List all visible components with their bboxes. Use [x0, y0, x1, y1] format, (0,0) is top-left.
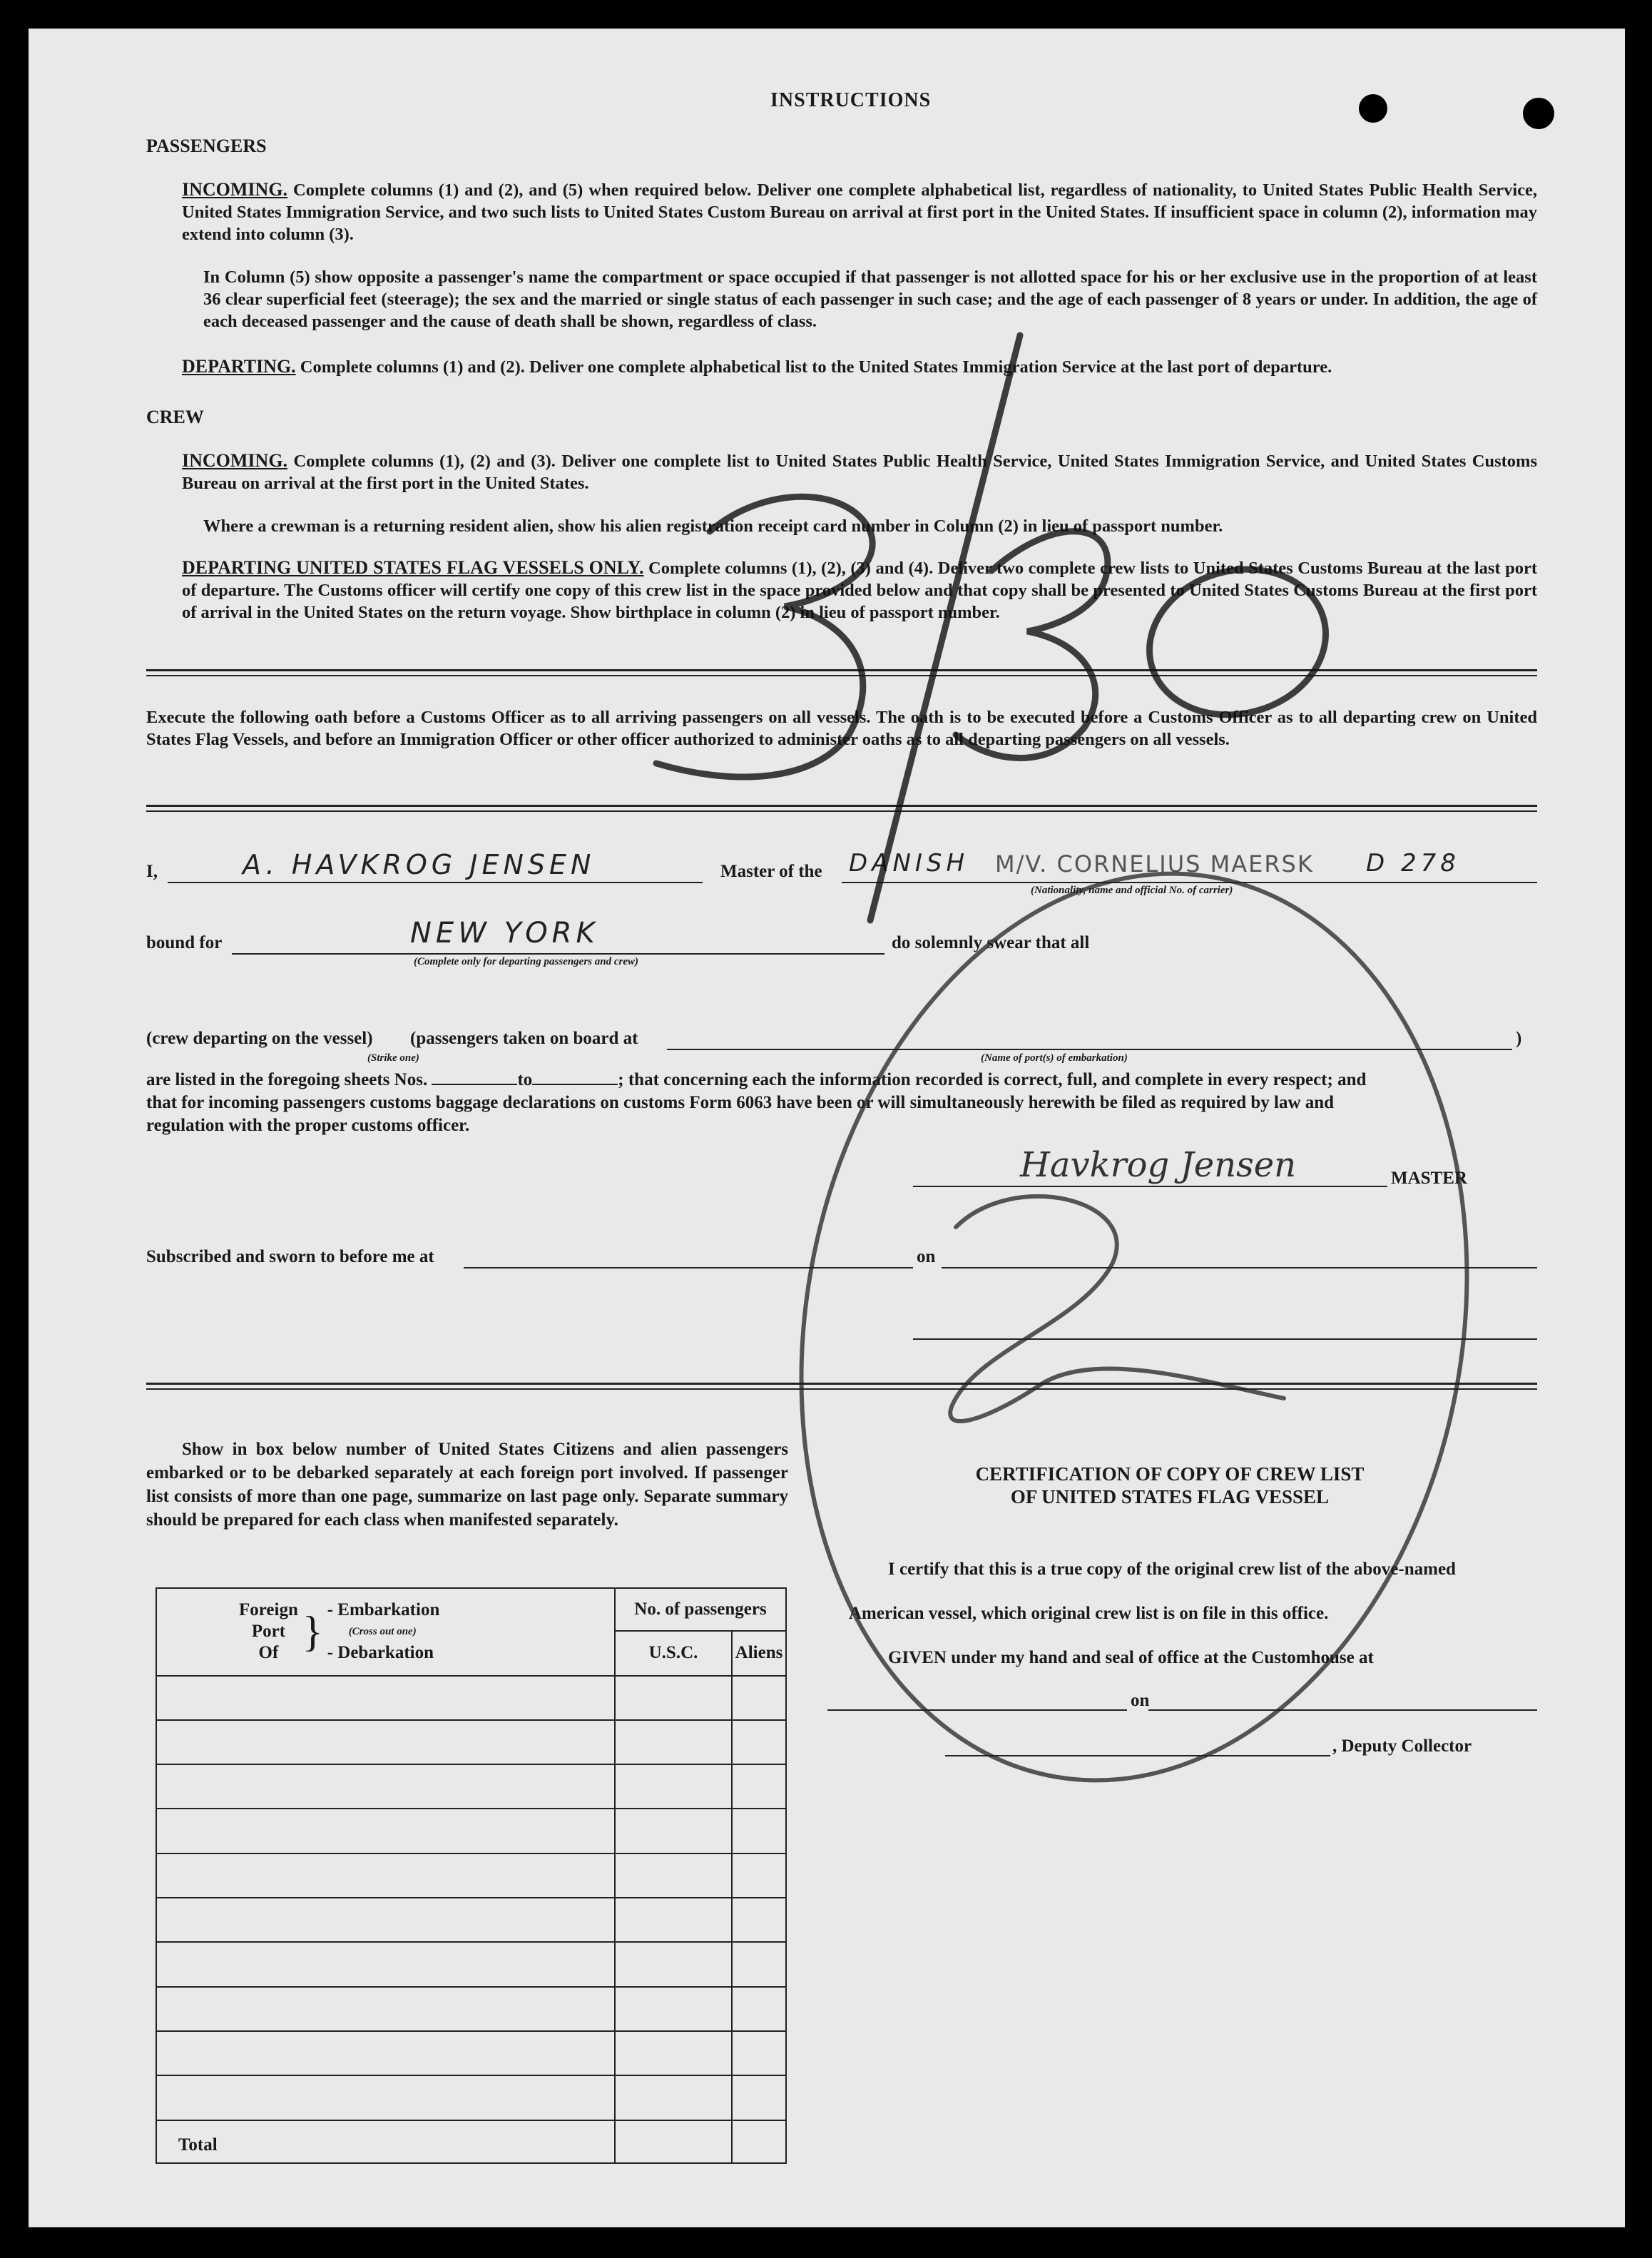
master-signature: Havkrog Jensen	[1020, 1145, 1297, 1185]
handwritten-slash-stroke	[870, 335, 1020, 920]
passengers-taken-option: (passengers taken on board at	[410, 1029, 638, 1048]
crew-heading: CREW	[146, 407, 204, 427]
vessel-name-field: M/V. CORNELIUS MAERSK	[995, 850, 1314, 878]
ports-caption: (Name of port(s) of embarkation)	[981, 1052, 1128, 1064]
crew-departing-option: (crew departing on the vessel)	[146, 1029, 373, 1048]
port-label: Port	[251, 1622, 286, 1642]
bound-for-field: NEW YORK	[410, 917, 599, 950]
crew-departing-text: Complete columns (1), (2), (3) and (4). Deliver two complete crew lists to United States Customs Bureau at the last port of departure. The Customs officer will certify one copy of this crew list in the space provided below and that copy shall be presented to United States Customs Bureau at the first port of arrival in the United States on the return voyage. Show birthplace in column (2) in lieu of passport number.	[182, 559, 1538, 622]
usc-header: U.S.C.	[615, 1631, 732, 1675]
master-name-field: A. HAVKROG JENSEN	[243, 849, 596, 880]
listed-line-3: regulation with the proper customs officer.	[146, 1116, 470, 1135]
handwritten-zero-stroke	[1133, 550, 1342, 734]
subscribed-on-label: on	[917, 1247, 936, 1266]
subscribed-label: Subscribed and sworn to before me at	[146, 1247, 434, 1266]
handwritten-two-stroke	[950, 1196, 1284, 1421]
debarkation-label: - Debarkation	[327, 1643, 434, 1663]
swear-text: do solemnly swear that all	[892, 933, 1090, 952]
certification-line3: GIVEN under my hand and seal of office at the Customhouse at	[888, 1648, 1374, 1667]
certification-on-label: on	[1131, 1691, 1150, 1710]
master-label: MASTER	[1391, 1169, 1467, 1188]
circle-annotation	[732, 820, 1536, 1834]
summary-instructions: Show in box below number of United States Citizens and alien passengers embarked or to be debarked separately at each foreign port involved. If passenger list consists of more than one page, summarize on last page only. Separate summary should be prepared for each class when manifested separately.	[146, 1440, 788, 1530]
certification-title-line2: OF UNITED STATES FLAG VESSEL	[1010, 1486, 1330, 1507]
foreign-label: Foreign	[239, 1600, 298, 1620]
handwriting-overlay	[29, 29, 1625, 2227]
bound-for-label: bound for	[146, 933, 223, 952]
close-paren: )	[1516, 1029, 1522, 1048]
certification-title-line1: CERTIFICATION OF COPY OF CREW LIST	[975, 1463, 1365, 1485]
nationality-field: DANISH	[849, 849, 969, 878]
to-label: to	[517, 1070, 533, 1089]
embarkation-label: - Embarkation	[327, 1600, 440, 1620]
certification-line1: I certify that this is a true copy of the original crew list of the above-named	[888, 1560, 1456, 1579]
carrier-caption: (Nationality, name and official No. of carrier)	[1031, 885, 1233, 896]
total-label: Total	[156, 2120, 615, 2163]
master-of-the-label: Master of the	[720, 862, 822, 881]
passengers-departing-text: Complete columns (1) and (2). Deliver one complete alphabetical list to the United States Immigration Service at the last port of departure.	[300, 357, 1332, 377]
bound-caption: (Complete only for departing passengers and crew)	[414, 956, 638, 967]
official-number-field: D 278	[1366, 849, 1460, 878]
no-passengers-header: No. of passengers	[615, 1588, 786, 1631]
handwritten-three-stroke-2	[956, 532, 1108, 758]
document-page	[29, 29, 1625, 2227]
aliens-header: Aliens	[732, 1631, 786, 1675]
listed-suffix: ; that concerning each the information recorded is correct, full, and complete in every respect; and	[618, 1070, 1367, 1089]
instructions-title: INSTRUCTIONS	[770, 89, 932, 111]
column5-paragraph: In Column (5) show opposite a passenger's name the compartment or space occupied if that passenger is not allotted space for his or her exclusive use in the proportion of at least 36 clear superficial feet (steerage); the sex and the married or single status of each passenger in such case; and the age of each passenger of 8 years or under. In addition, the age of each deceased passenger and the cause of death shall be shown, regardless of class.	[203, 268, 1537, 331]
passengers-departing-label: DEPARTING.	[182, 356, 296, 377]
cross-out-caption: (Cross out one)	[348, 1626, 417, 1638]
crew-incoming-text: Complete columns (1), (2) and (3). Deliver one complete list to United States Public Health Service, United States Immigration Service, and United States Customs Bureau on arrival at the first port in the United States.	[182, 452, 1537, 493]
listed-prefix: are listed in the foregoing sheets Nos.	[146, 1070, 428, 1089]
of-label: Of	[258, 1643, 279, 1663]
listed-line-2: that for incoming passengers customs baggage declarations on customs Form 6063 have been or will simultaneously herewith be filed as required by law and	[146, 1093, 1335, 1112]
crew-incoming-label: INCOMING.	[182, 450, 288, 471]
passengers-heading: PASSENGERS	[146, 136, 267, 156]
crew-resident-paragraph: Where a crewman is a returning resident alien, show his alien registration receipt card number in Column (2) in lieu of passport number.	[203, 517, 1223, 536]
brace-glyph: }	[302, 1608, 323, 1656]
crew-departing-label: DEPARTING UNITED STATES FLAG VESSELS ONLY.	[182, 557, 644, 578]
certification-line2: American vessel, which original crew list is on file in this office.	[849, 1604, 1329, 1623]
handwritten-three-stroke	[656, 497, 872, 777]
i-label: I,	[146, 862, 158, 881]
oath-intro: Execute the following oath before a Customs Officer as to all arriving passengers on all vessels. The oath is to be executed before a Customs Officer as to all departing crew on United States Flag Vessels, and before an Immigration Officer or other officer authorized to administer oaths as to all departing passengers on all vessels.	[146, 708, 1537, 749]
strike-one-caption: (Strike one)	[367, 1052, 419, 1064]
passengers-incoming-text: Complete columns (1) and (2), and (5) when required below. Deliver one complete alphabetical list, regardless of nationality, to United States Public Health Service, United States Immigration Service, and two such lists to United States Custom Bureau on arrival at first port in the United States. If insufficient space in column (2), information may extend into column (3).	[182, 180, 1538, 244]
deputy-collector-label: , Deputy Collector	[1332, 1736, 1472, 1756]
passengers-incoming-label: INCOMING.	[182, 179, 288, 200]
